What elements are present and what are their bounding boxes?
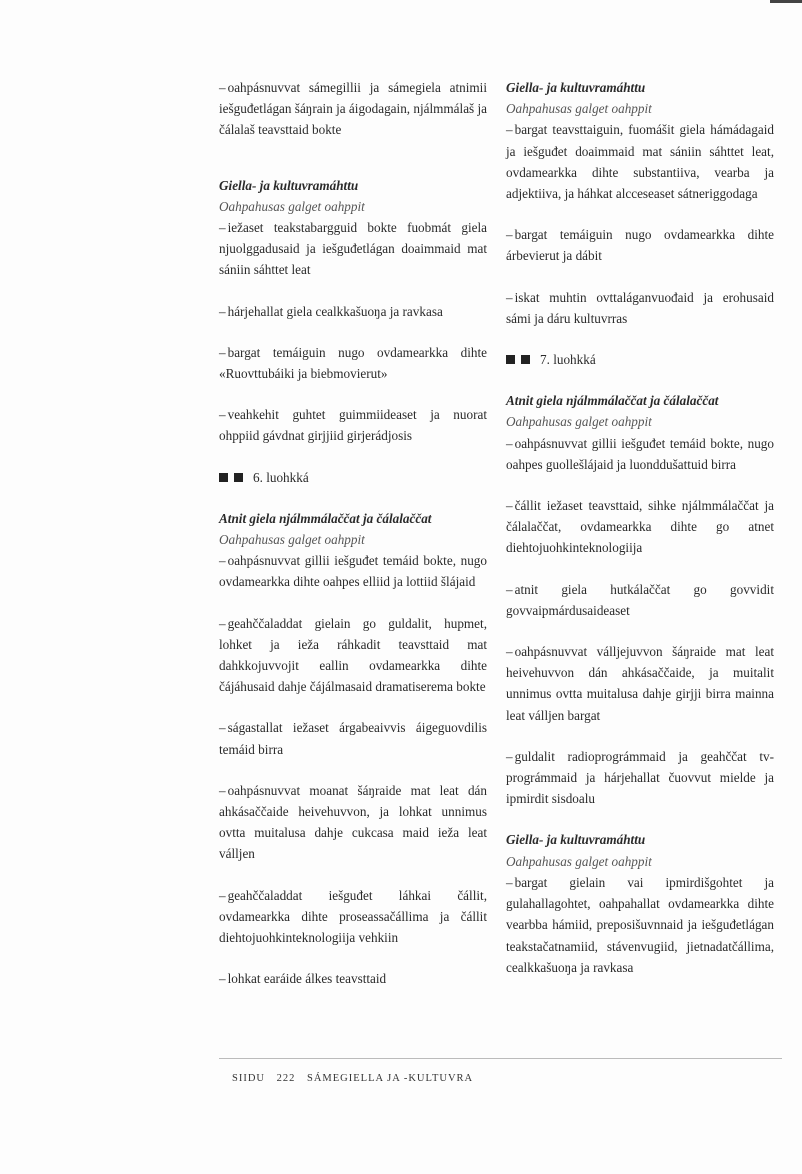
grade-label: 6. luohkká <box>253 469 309 485</box>
list-item: – čállit iežaset teavsttaid, sihke njálmmálaččat ja čálalaččat, ovdamearkka dihte go atnet diehtojuohkinteknologiija <box>506 498 774 556</box>
square-bullet-icon <box>506 355 515 364</box>
left-column <box>219 77 487 1010</box>
list-item: – bargat gielain vai ipmirdišgohtet ja gulahallagohtet, oahpahallat ovdamearkka dihte vearbba hámiid, preposišuvnnaid ja iešguđetlágan teakstačatnamiid, stávenvugiid, jietnadatčállima, cealkkašuoŋa ja ravkasa <box>506 874 774 975</box>
list-item: – oahpásnuvvat moanat šáŋraide mat leat dán ahkásaččaide heivehuvvon, ja lohkat unnimus ovtta muitalusa dahje cukcasa maid ieža leat válljen <box>219 782 487 862</box>
grade-label: 7. luohkká <box>540 352 596 368</box>
square-bullet-icon <box>219 473 228 482</box>
footer-word: SIIDU <box>232 1073 265 1084</box>
list-item: – veahkehit guhtet guimmiideaset ja nuorat ohppiid gávdnat girjjiid girjerádjosis <box>219 407 487 444</box>
list-item: – lohkat earáide álkes teavsttaid <box>219 971 387 987</box>
list-item: – bargat temáiguin nugo ovdamearkka dihte árbevierut ja dábit <box>506 227 774 264</box>
square-bullet-icon <box>521 355 530 364</box>
list-item: – bargat temáiguin nugo ovdamearkka dihte «Ruovttubáiki ja biebmovierut» <box>219 344 487 382</box>
section-subheading: Oahpahusas galget oahppit <box>506 101 652 117</box>
list-item: – iskat muhtin ovttaláganvuođaid ja erohusaid sámi ja dáru kultuvrras <box>506 289 774 326</box>
list-item: – bargat teavsttaiguin, fuomášit giela hámádagaid ja iešguđet doaimmaid mat sániin sáhttet leat, ovdamearkka dihte substantiiva, vearba ja adjektiiva, ja háhkat alcceseaset sátneriggodaga <box>506 122 774 202</box>
section-subheading: Oahpahusas galget oahppit <box>219 532 365 548</box>
page-number: 222 <box>276 1073 296 1084</box>
section-heading: Atnit giela njálmmálaččat ja čálalaččat <box>506 393 719 409</box>
right-column <box>506 77 774 998</box>
list-item: – atnit giela hutkálaččat go govvidit govvaipmárdusaideaset <box>506 581 774 618</box>
section-heading: Giella- ja kultuvramáhttu <box>219 177 359 193</box>
list-item: – geahččaladdat iešguđet láhkai čállit, ovdamearkka dihte proseassačállima ja čállit diehtojuohkinteknologiija vehkiin <box>219 887 487 946</box>
footer-divider <box>219 1058 782 1059</box>
section-subheading: Oahpahusas galget oahppit <box>219 198 365 214</box>
scan-edge-mark <box>770 0 802 3</box>
list-item: – geahččaladdat gielain go guldalit, hupmet, lohket ja ieža ráhkadit teavsttaid mat dahkkojuvvojit eallin ovdamearkka dihte čájáhusaid dahje čájálmasaid dramatiserema bokte <box>219 615 487 695</box>
list-item: – guldalit radioprográmmaid ja geahččat tv-prográmmaid ja hárjehallat čuovvut mielde ja ipmirdit sisdoalu <box>506 748 774 807</box>
list-item: – oahpásnuvvat gillii iešguđet temáid bokte, nugo ovdamearkka dihte oahpes elliid ja lottiid šlájaid <box>219 553 487 590</box>
list-item: – oahpásnuvvat sámegillii ja sámegiela atnimii iešguđetlágan šáŋrain ja áigodagain, njálmmálaš ja čálalaš teavsttaid bokte <box>219 80 487 138</box>
section-heading: Atnit giela njálmmálaččat ja čálalaččat <box>219 510 432 526</box>
section-heading: Giella- ja kultuvramáhttu <box>506 832 646 848</box>
page-footer <box>232 1068 481 1089</box>
square-bullet-icon <box>234 473 243 482</box>
grade-marker-6 <box>219 467 487 488</box>
list-item: – ságastallat iežaset árgabeaivvis áigeguovdilis temáid birra <box>219 720 487 757</box>
list-item: – hárjehallat giela cealkkašuoŋa ja ravkasa <box>219 303 443 319</box>
list-item: – iežaset teakstabargguid bokte fuobmát giela njuolggadusaid ja iešguđetlágan doaimmaid mat sániin sáhttet leat <box>219 220 487 278</box>
list-item: – oahpásnuvvat gillii iešguđet temáid bokte, nugo oahpes guollešlájaid ja luonddušattuid birra <box>506 435 774 472</box>
section-subheading: Oahpahusas galget oahppit <box>506 414 652 430</box>
footer-title: SÁMEGIELLA JA -KULTUVRA <box>307 1073 474 1084</box>
grade-marker-7 <box>506 349 774 370</box>
section-heading: Giella- ja kultuvramáhttu <box>506 80 646 95</box>
section-subheading: Oahpahusas galget oahppit <box>506 853 652 869</box>
list-item: – oahpásnuvvat válljejuvvon šáŋraide mat leat heivehuvvon dán ahkásaččaide, ja muitalit unnimus ovtta muitalusa dahje girjji birra mainna leat válljen bargat <box>506 644 774 723</box>
